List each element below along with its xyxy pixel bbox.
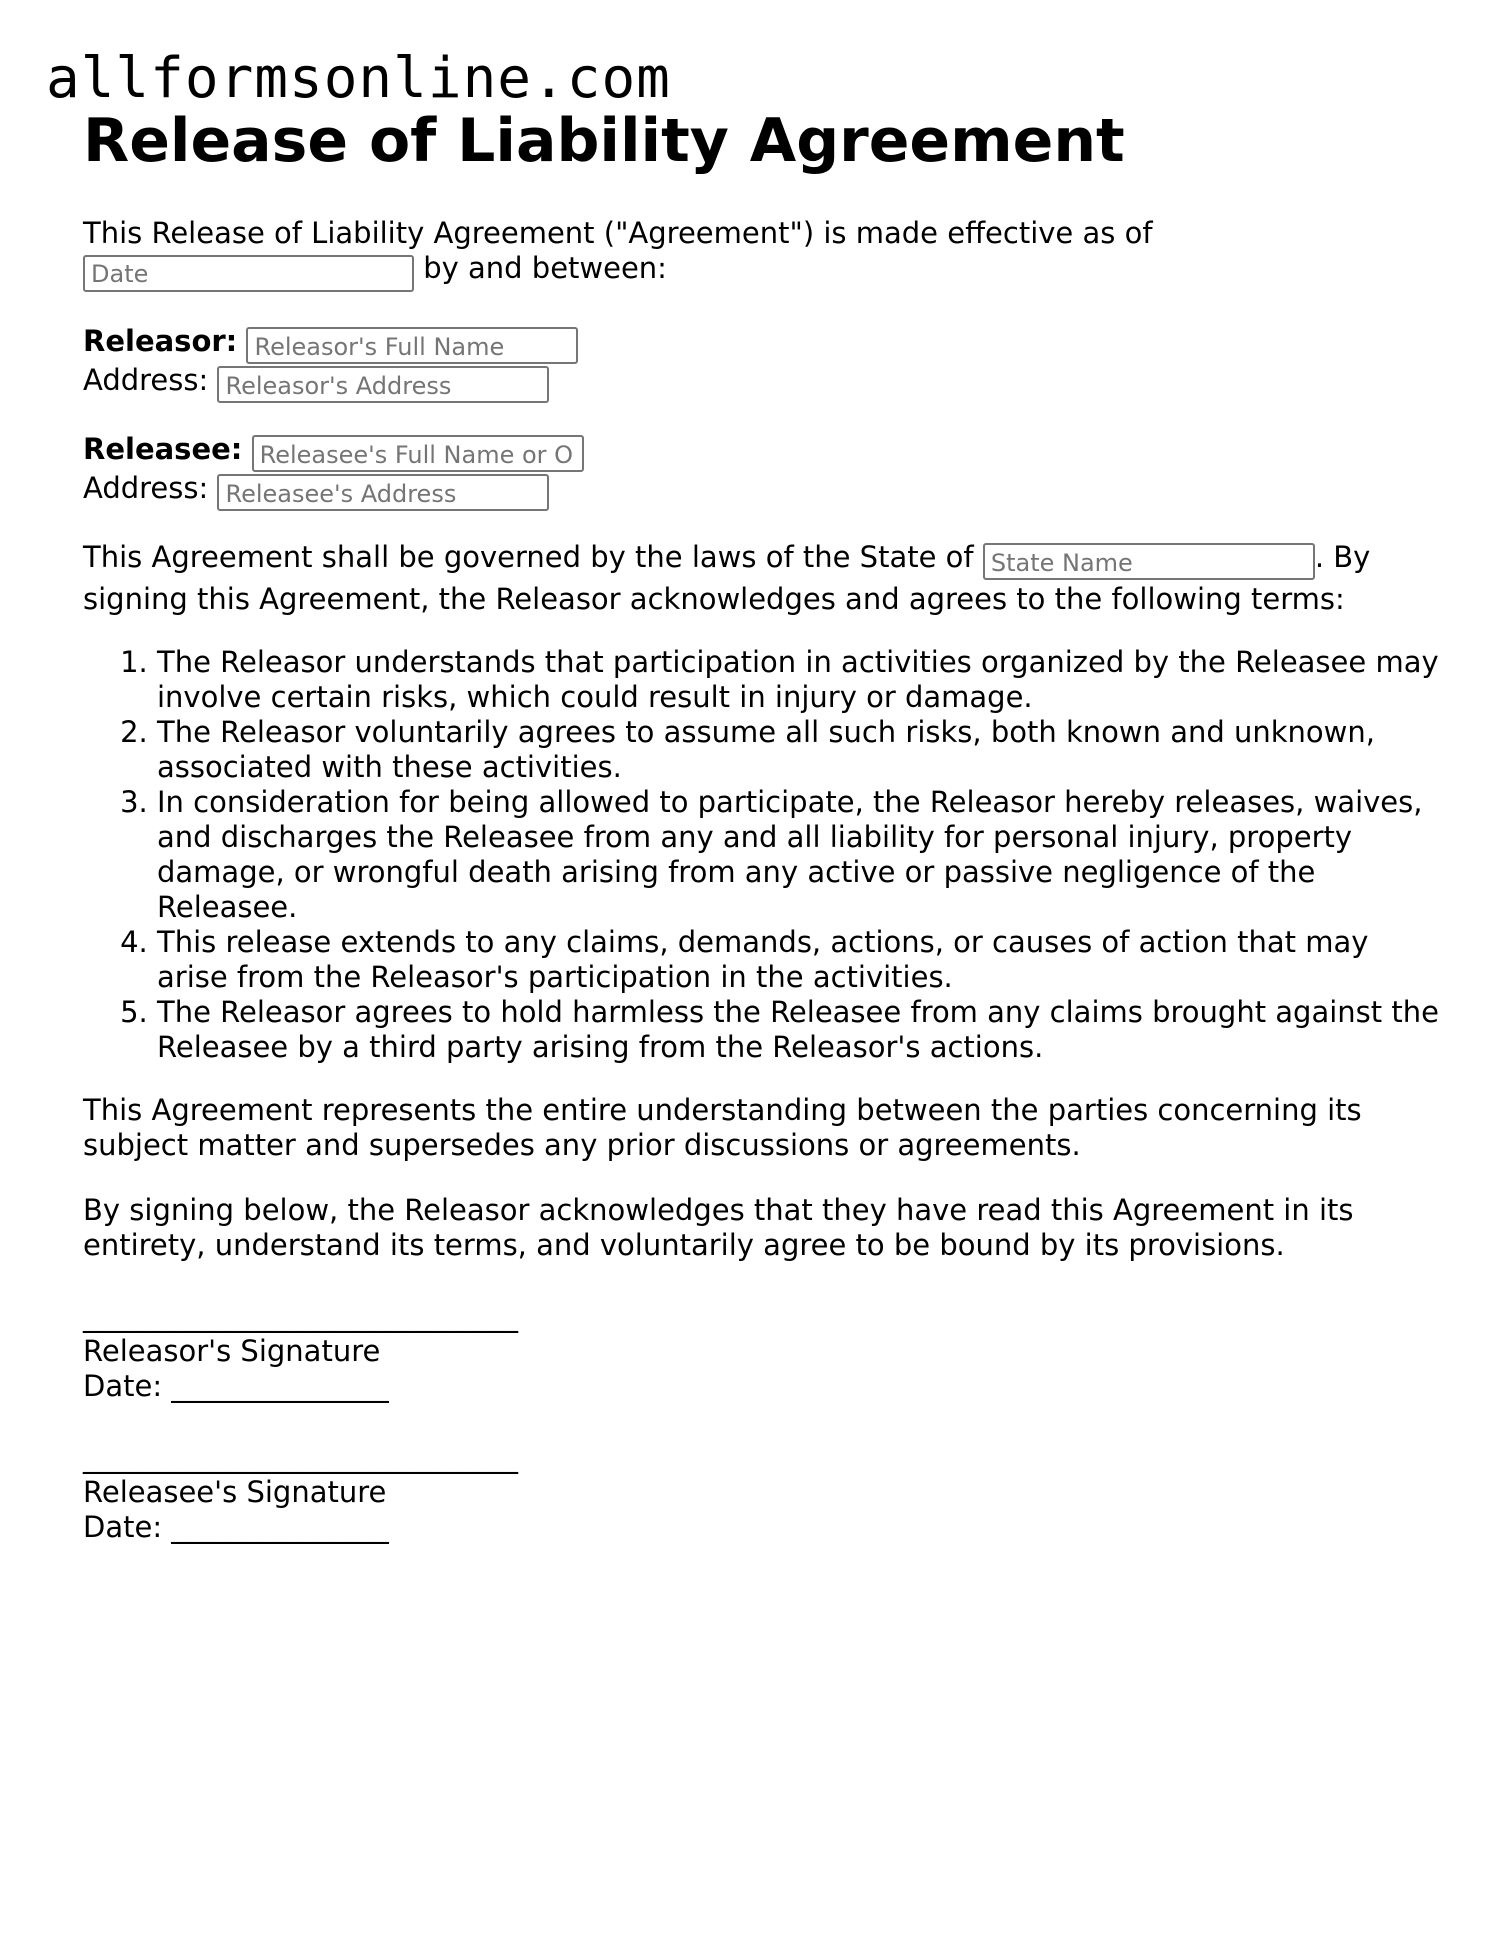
agreement-document	[83, 98, 1443, 1545]
list-item: 1. The Releasor understands that participation in activities organized by the Releasee may involve certain risks, which could result in injury or damage.	[157, 645, 1443, 715]
releasee-signature-line: ______________________________	[83, 1440, 518, 1474]
releasor-address-label: Address:	[83, 362, 209, 397]
list-item: 2. The Releasor voluntarily agrees to assume all such risks, both known and unknown, associated with these activities.	[157, 715, 1443, 785]
releasor-signature-line: ______________________________	[83, 1299, 518, 1333]
governing-text-after: . By signing this Agreement, the Releasor acknowledges and agrees to the following terms:	[83, 539, 1371, 616]
releasee-signature-label: Releasee's Signature	[83, 1475, 387, 1509]
page-title: Release of Liability Agreement	[83, 106, 1125, 176]
intro-text-after: by and between:	[423, 251, 667, 285]
terms-list	[83, 645, 1443, 1065]
releasee-address-label: Address:	[83, 470, 209, 505]
releasee-signature-date: Date: _______________	[83, 1510, 389, 1544]
releasor-section	[83, 322, 1443, 400]
releasor-signature-date: Date: _______________	[83, 1369, 389, 1403]
releasor-signature-block	[83, 1299, 1443, 1404]
releasee-label: Releasee:	[83, 431, 243, 466]
releasor-name-input[interactable]	[246, 327, 578, 364]
releasee-address-input[interactable]	[217, 474, 549, 511]
list-item: 4. This release extends to any claims, demands, actions, or causes of action that may arise from the Releasor's participation in the activities.	[157, 925, 1443, 995]
releasor-label: Releasor:	[83, 323, 238, 358]
releasor-signature-label: Releasor's Signature	[83, 1334, 381, 1368]
releasee-section	[83, 430, 1443, 508]
entire-agreement-paragraph: This Agreement represents the entire understanding between the parties concerning its subject matter and supersedes any prior discussions or agreements.	[83, 1093, 1362, 1162]
effective-date-input[interactable]	[83, 255, 414, 292]
state-name-input[interactable]	[983, 543, 1315, 580]
acknowledgement-paragraph: By signing below, the Releasor acknowledges that they have read this Agreement in its entirety, understand its terms, and voluntarily agree to be bound by its provisions.	[83, 1193, 1354, 1262]
list-item: 3. In consideration for being allowed to participate, the Releasor hereby releases, waives, and discharges the Releasee from any and all liability for personal injury, property damage, or wrongful death arising from any active or passive negligence of the Releasee.	[157, 785, 1443, 925]
intro-paragraph	[83, 216, 1443, 292]
releasor-address-input[interactable]	[217, 366, 549, 403]
releasee-name-input[interactable]	[252, 435, 584, 472]
site-watermark: allformsonline.com	[46, 46, 671, 111]
list-item: 5. The Releasor agrees to hold harmless the Releasee from any claims brought against the Releasee by a third party arising from the Releasor's actions.	[157, 995, 1443, 1065]
releasee-signature-block	[83, 1440, 1443, 1545]
governing-law-paragraph	[83, 538, 1443, 619]
intro-text-before: This Release of Liability Agreement ("Agreement") is made effective as of	[83, 216, 1153, 250]
governing-text-before: This Agreement shall be governed by the laws of the State of	[83, 539, 974, 574]
